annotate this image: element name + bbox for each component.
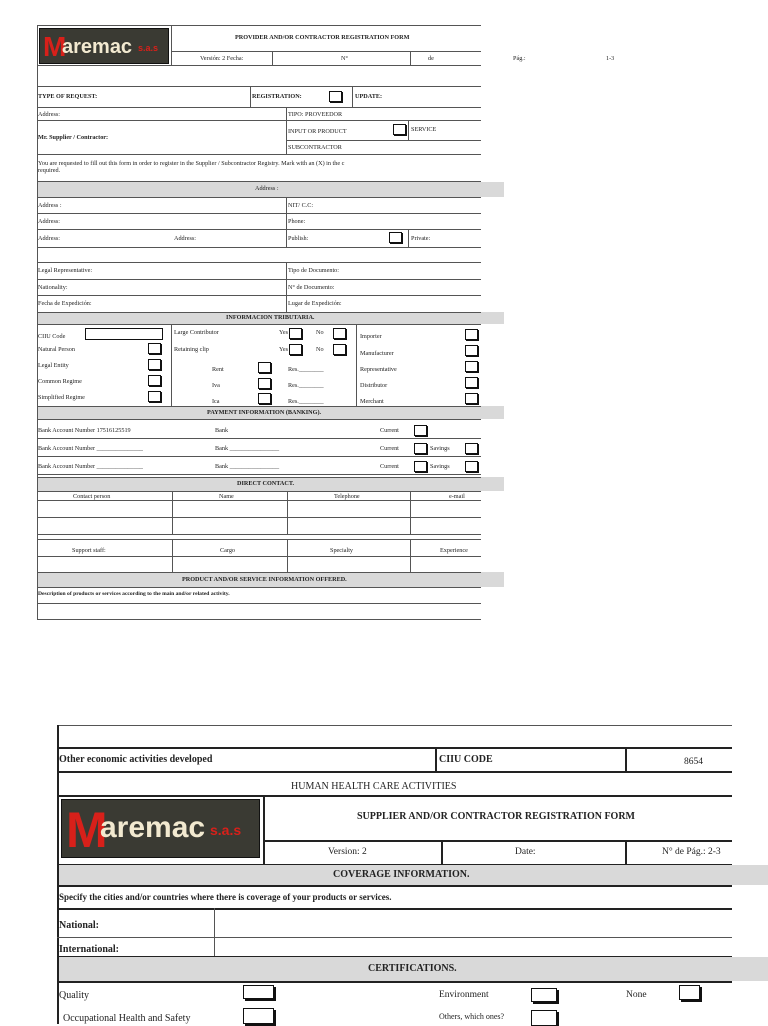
contact-person-header: Contact person bbox=[73, 493, 111, 500]
de-label: de bbox=[428, 55, 434, 62]
publish-checkbox[interactable] bbox=[389, 232, 402, 243]
description-label: Description of products or services according to the main and/or related activity. bbox=[38, 591, 230, 597]
merchant-label: Merchant bbox=[360, 398, 384, 405]
quality-checkbox[interactable] bbox=[243, 985, 274, 999]
legal-rep-label: Legal Representative: bbox=[38, 267, 93, 274]
large-contributor-label: Large Contributor bbox=[174, 329, 219, 336]
subcontractor-label: SUBCONTRACTOR bbox=[288, 144, 342, 151]
cargo-header: Cargo bbox=[220, 547, 236, 554]
retaining-clip-yes: Yes bbox=[279, 346, 289, 353]
manufacturer-label: Manufacturer bbox=[360, 350, 394, 357]
manufacturer-checkbox[interactable] bbox=[465, 345, 478, 356]
current-3-checkbox[interactable] bbox=[414, 461, 427, 472]
iva-label: Iva bbox=[212, 382, 220, 389]
tipo-proveedor-label: TIPO: PROVEEDOR bbox=[288, 111, 343, 118]
international-label: International: bbox=[59, 944, 119, 955]
current-1-checkbox[interactable] bbox=[414, 425, 427, 436]
large-contributor-no-checkbox[interactable] bbox=[333, 328, 346, 339]
current-1-label: Current bbox=[380, 427, 399, 434]
environment-checkbox[interactable] bbox=[531, 988, 557, 1002]
tipo-doc-label: Tipo de Documento: bbox=[288, 267, 339, 274]
bank-account-1: Bank Account Number 17516125519 bbox=[38, 427, 131, 434]
iva-res: Res.________ bbox=[288, 382, 324, 389]
version-label-p2: Version: 2 bbox=[328, 847, 367, 857]
retaining-clip-no: No bbox=[316, 346, 324, 353]
ica-checkbox[interactable] bbox=[258, 393, 271, 404]
rent-label: Rent bbox=[212, 366, 224, 373]
representative-label: Representative bbox=[360, 366, 397, 373]
bank-1: Bank bbox=[215, 427, 229, 434]
simplified-regime-label: Simplified Regime bbox=[38, 394, 85, 401]
addr-row2-left: Address: bbox=[38, 218, 60, 225]
legal-entity-checkbox[interactable] bbox=[148, 359, 161, 370]
ohs-checkbox[interactable] bbox=[243, 1008, 274, 1024]
representative-checkbox[interactable] bbox=[465, 361, 478, 372]
registration-checkbox[interactable] bbox=[329, 91, 342, 102]
private-label: Private: bbox=[411, 235, 431, 242]
certifications-band: CERTIFICATIONS. bbox=[368, 963, 457, 974]
lugar-exp-label: Lugar de Expedición: bbox=[288, 300, 342, 307]
simplified-regime-checkbox[interactable] bbox=[148, 391, 161, 402]
bank-account-2: Bank Account Number _______________ bbox=[38, 445, 144, 452]
natural-person-checkbox[interactable] bbox=[148, 343, 161, 354]
common-regime-checkbox[interactable] bbox=[148, 375, 161, 386]
rent-checkbox[interactable] bbox=[258, 362, 271, 373]
current-2-checkbox[interactable] bbox=[414, 443, 427, 454]
update-label: UPDATE: bbox=[355, 93, 383, 100]
support-staff-header: Support staff: bbox=[72, 547, 106, 554]
addr-row1-left: Address : bbox=[38, 202, 62, 209]
form-title: PROVIDER AND/OR CONTRACTOR REGISTRATION FORM bbox=[235, 34, 410, 41]
coverage-band: COVERAGE INFORMATION. bbox=[333, 869, 470, 880]
addr-row2-right: Phone: bbox=[288, 218, 306, 225]
info-tributaria-band: INFORMACION TRIBUTARIA. bbox=[226, 314, 315, 321]
telephone-header: Telephone bbox=[334, 493, 360, 500]
company-logo-p2 bbox=[61, 799, 260, 858]
ciiu-value: 8654 bbox=[684, 757, 703, 767]
national-label: National: bbox=[59, 920, 99, 931]
logo-initial: M bbox=[43, 31, 67, 62]
logo-initial-p2: M bbox=[66, 802, 108, 858]
nationality-label: Nationality: bbox=[38, 284, 68, 291]
bank-2: Bank ________________ bbox=[215, 445, 280, 452]
page-value: 1-3 bbox=[606, 55, 615, 62]
current-2-label: Current bbox=[380, 445, 399, 452]
num-doc-label: N° de Documento: bbox=[288, 284, 335, 291]
ohs-label: Occupational Health and Safety bbox=[63, 1013, 191, 1024]
natural-person-label: Natural Person bbox=[38, 346, 75, 353]
type-of-request-label: TYPE OF REQUEST: bbox=[38, 93, 98, 100]
quality-label: Quality bbox=[59, 990, 89, 1001]
address-label: Address: bbox=[38, 111, 60, 118]
addr-row1-right: NIT/ C.C: bbox=[288, 202, 314, 209]
experience-header: Experience bbox=[440, 547, 468, 554]
product-service-band: PRODUCT AND/OR SERVICE INFORMATION OFFERED. bbox=[182, 576, 347, 583]
rent-res: Res.________ bbox=[288, 366, 324, 373]
form-title-p2: SUPPLIER AND/OR CONTRACTOR REGISTRATION FORM bbox=[357, 811, 635, 822]
legal-entity-label: Legal Entity bbox=[38, 362, 69, 369]
savings-2-label: Savings bbox=[430, 445, 450, 452]
savings-3-label: Savings bbox=[430, 463, 450, 470]
registration-label: REGISTRATION: bbox=[252, 93, 302, 100]
fecha-exp-label: Fecha de Expedición: bbox=[38, 300, 92, 307]
instructions-line-1: You are requested to fill out this form in order to register in the Supplier / Subcontractor Registry. Mark with an (X) in the c bbox=[38, 160, 345, 167]
savings-3-checkbox[interactable] bbox=[465, 461, 478, 472]
page-label: Pág.: bbox=[513, 55, 526, 62]
importer-checkbox[interactable] bbox=[465, 329, 478, 340]
bank-3: Bank ________________ bbox=[215, 463, 280, 470]
service-label: SERVICE bbox=[411, 126, 437, 133]
ciiu-code-label: CIIU Code bbox=[38, 333, 66, 340]
ciiu-code-label-p2: CIIU CODE bbox=[439, 754, 493, 765]
email-header: e-mail bbox=[449, 493, 465, 500]
specify-label: Specify the cities and/or countries where there is coverage of your products or services. bbox=[59, 892, 392, 902]
version-label: Versión: 2 Fecha: bbox=[200, 55, 244, 62]
bank-account-3: Bank Account Number _______________ bbox=[38, 463, 144, 470]
payment-info-band: PAYMENT INFORMATION (BANKING). bbox=[207, 409, 322, 416]
logo-suffix-p2: s.a.s bbox=[210, 822, 242, 838]
retaining-clip-no-checkbox[interactable] bbox=[333, 344, 346, 355]
supplier-contractor-label: Mr. Supplier / Contractor: bbox=[38, 134, 109, 141]
common-regime-label: Common Regime bbox=[38, 378, 82, 385]
addr-row3-mid: Address: bbox=[174, 235, 196, 242]
input-or-product-label: INPUT OR PRODUCT bbox=[288, 128, 347, 135]
none-label: None bbox=[626, 990, 647, 1000]
addr-row3-left: Address: bbox=[38, 235, 60, 242]
ciiu-code-input[interactable] bbox=[85, 328, 163, 340]
publish-label: Publish: bbox=[288, 235, 309, 242]
others-label: Others, which ones? bbox=[439, 1012, 505, 1021]
other-activities-label: Other economic activities developed bbox=[59, 754, 213, 765]
ica-label: Ica bbox=[212, 398, 220, 405]
large-contributor-yes: Yes bbox=[279, 329, 289, 336]
retaining-clip-yes-checkbox[interactable] bbox=[289, 344, 302, 355]
specialty-header: Specialty bbox=[330, 547, 354, 554]
number-label: N° bbox=[341, 55, 348, 62]
environment-label: Environment bbox=[439, 990, 489, 1000]
company-logo bbox=[39, 28, 169, 64]
date-label-p2: Date: bbox=[515, 847, 536, 857]
none-checkbox[interactable] bbox=[679, 985, 700, 1000]
retaining-clip-label: Retaining clip bbox=[174, 346, 209, 353]
ica-res: Res.________ bbox=[288, 398, 324, 405]
page-label-p2: N° de Pág.: 2-3 bbox=[662, 847, 721, 857]
iva-checkbox[interactable] bbox=[258, 378, 271, 389]
savings-2-checkbox[interactable] bbox=[465, 443, 478, 454]
name-header: Name bbox=[219, 493, 234, 500]
human-health-label: HUMAN HEALTH CARE ACTIVITIES bbox=[291, 781, 457, 792]
distributor-checkbox[interactable] bbox=[465, 377, 478, 388]
logo-name-p2: aremac bbox=[100, 811, 206, 844]
logo-suffix: s.a.s bbox=[138, 43, 159, 53]
instructions-line-2: required. bbox=[38, 167, 61, 174]
input-or-product-checkbox[interactable] bbox=[393, 124, 406, 135]
large-contributor-no: No bbox=[316, 329, 324, 336]
large-contributor-yes-checkbox[interactable] bbox=[289, 328, 302, 339]
merchant-checkbox[interactable] bbox=[465, 393, 478, 404]
distributor-label: Distributor bbox=[360, 382, 388, 389]
logo-name: aremac bbox=[62, 36, 133, 58]
address-band: Address : bbox=[255, 185, 279, 192]
direct-contact-band: DIRECT CONTACT. bbox=[237, 480, 295, 487]
current-3-label: Current bbox=[380, 463, 399, 470]
importer-label: Importer bbox=[360, 333, 382, 340]
